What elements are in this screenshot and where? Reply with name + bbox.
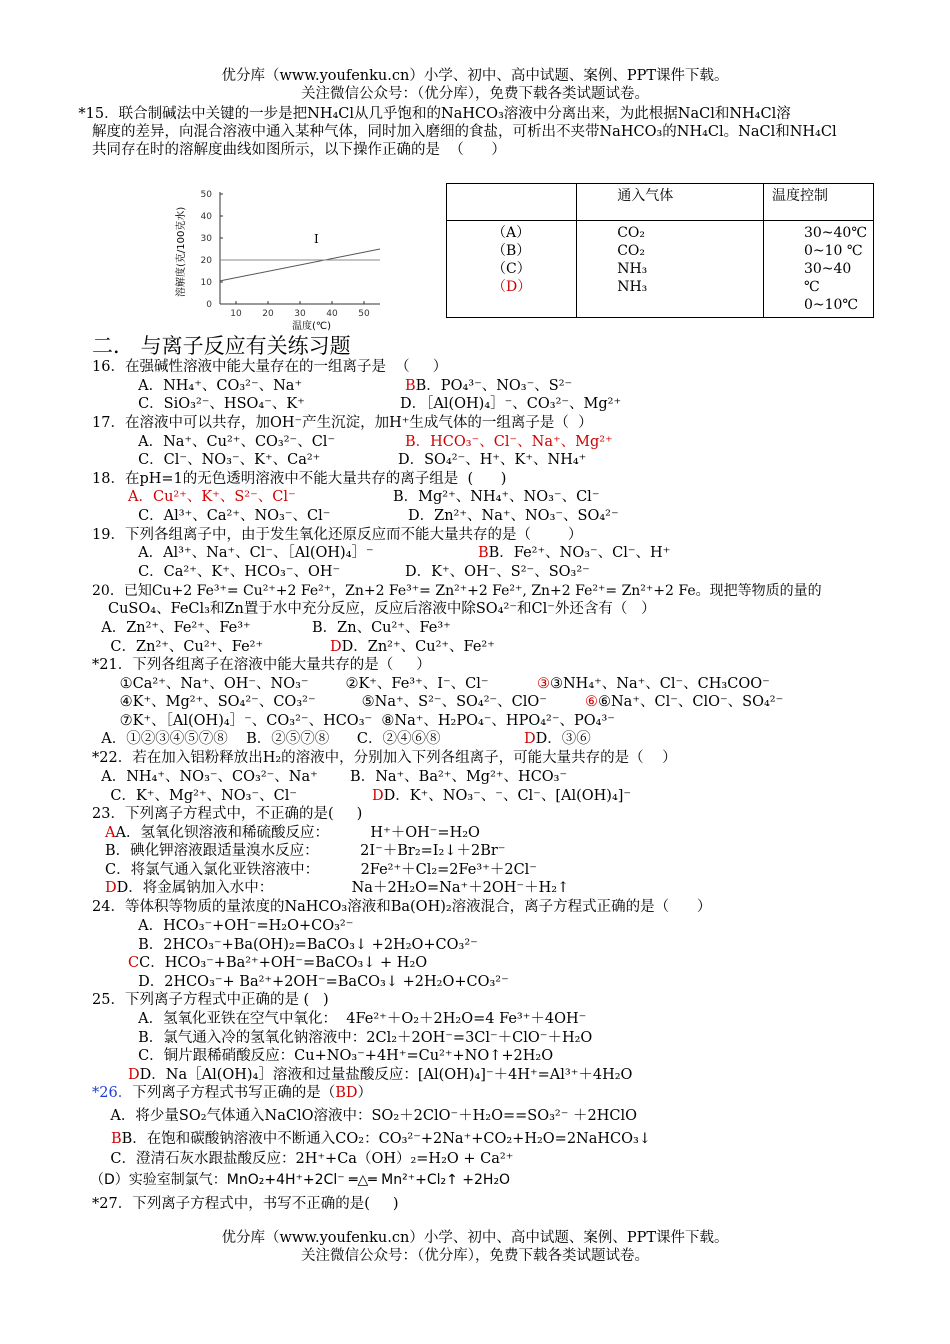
q16-option-b: BB．PO₄³⁻、NO₃⁻、S²⁻ xyxy=(405,378,573,394)
q20-stem-1: 20．已知Cu+2 Fe³⁺= Cu²⁺+2 Fe²⁺，Zn+2 Fe³⁺= Zn²⁺+2 Fe²⁺, Zn+2 Fe²⁺= Zn²⁺+2 Fe。现把等物质的量的 xyxy=(92,583,822,599)
q24-option-c: CC．HCO₃⁻+Ba²⁺+OH⁻=BaCO₃↓ + H₂O xyxy=(128,955,428,971)
question-15-line-3: 共同存在时的溶解度曲线如图所示，以下操作正确的是 （ ） xyxy=(92,142,506,158)
q20-option-a: A．Zn²⁺、Fe²⁺、Fe³⁺ xyxy=(92,620,251,636)
q21-option-d: DD．③⑥ xyxy=(524,731,591,747)
q21-group-6: ⑥⑥Na⁺、Cl⁻、ClO⁻、SO₄²⁻ xyxy=(585,694,784,710)
q20-option-c: C．Zn²⁺、Cu²⁺、Fe²⁺ xyxy=(92,639,264,655)
q22-option-c: C．K⁺、Mg²⁺、NO₃⁻、Cl⁻ xyxy=(92,788,298,804)
x-tick-label: 30 xyxy=(294,309,306,319)
q25-option-b: B．氯气通入冷的氢氧化钠溶液中：2Cl₂＋2OH⁻=3Cl⁻＋ClO⁻＋H₂O xyxy=(92,1030,593,1046)
q24-option-a: A．HCO₃⁻+OH⁻=H₂O+CO₃²⁻ xyxy=(92,918,354,934)
q26-option-c: C．澄清石灰水跟盐酸反应：2H⁺+Ca（OH）₂=H₂O + Ca²⁺ xyxy=(92,1151,514,1167)
table-header-gas: 通入气体 xyxy=(577,184,764,221)
q16-stem: 16．在强碱性溶液中能大量存在的一组离子是 （ ） xyxy=(92,359,448,375)
q26-option-a: A．将少量SO₂气体通入NaClO溶液中：SO₂＋2ClO⁻＋H₂O==SO₃²⁻ ＋2HClO xyxy=(92,1108,637,1124)
table-header-temp: 温度控制 xyxy=(763,184,873,221)
q21-stem: *21．下列各组离子在溶液中能大量共存的是（ ） xyxy=(92,657,431,673)
q18-option-c: C．Al³⁺、Ca²⁺、NO₃⁻、Cl⁻ xyxy=(92,508,331,524)
q19-option-a: A．Al³⁺、Na⁺、Cl⁻、［Al(OH)₄］⁻ xyxy=(92,545,374,561)
q22-stem: *22．若在加入铝粉释放出H₂的溶液中，分别加入下列各组离子，可能大量共存的是（ ） xyxy=(92,750,677,766)
chart-axes xyxy=(220,192,380,304)
q18-stem: 18．在pH=1的无色透明溶液中不能大量共存的离子组是 ( ) xyxy=(92,471,507,487)
header-line-1: 优分库（www.youfenku.cn）小学、初中、高中试题、案例、PPT课件下载。 xyxy=(221,68,729,84)
q25-option-a: A．氢氧化亚铁在空气中氧化： 4Fe²⁺＋O₂＋2H₂O=4 Fe³⁺＋4OH⁻ xyxy=(92,1011,587,1027)
y-tick-label: 10 xyxy=(200,278,212,288)
table-label-d: （D） xyxy=(492,279,532,295)
q18-option-b: B．Mg²⁺、NH₄⁺、NO₃⁻、Cl⁻ xyxy=(393,489,600,505)
q23-option-b: B．碘化钾溶液跟适量溴水反应： 2I⁻＋Br₂=I₂↓＋2Br⁻ xyxy=(105,843,506,859)
q23-option-a: AA．氢氧化钡溶液和稀硫酸反应： H⁺＋OH⁻=H₂O xyxy=(105,825,480,841)
q22-options-ab: A．NH₄⁺、NO₃⁻、CO₃²⁻、Na⁺ B．Na⁺、Ba²⁺、Mg²⁺、HCO₃⁻ xyxy=(92,769,568,785)
q18-option-a: A．Cu²⁺、K⁺、S²⁻、Cl⁻ xyxy=(128,489,296,505)
y-tick-label: 30 xyxy=(200,234,212,244)
table-header-empty xyxy=(447,184,577,221)
q17-option-c: C．Cl⁻、NO₃⁻、K⁺、Ca²⁺ xyxy=(92,452,321,468)
x-tick-label: 50 xyxy=(358,309,370,319)
q26-option-b: BB．在饱和碳酸钠溶液中不断通入CO₂：CO₃²⁻+2Na⁺+CO₂+H₂O=2NaHCO₃↓ xyxy=(111,1131,651,1147)
q20-stem-2: CuSO₄、FeCl₃和Zn置于水中充分反应，反应后溶液中除SO₄²⁻和Cl⁻外还含有（ ） xyxy=(108,601,656,617)
table-gas-c: NH₃ xyxy=(617,261,648,277)
x-axis-label: 温度(℃) xyxy=(292,321,332,332)
table-label-a: （A） xyxy=(492,225,531,241)
table-label-c: （C） xyxy=(492,261,531,277)
q21-group-1-2: ①Ca²⁺、Na⁺、OH⁻、NO₃⁻ ②K⁺、Fe³⁺、I⁻、Cl⁻ xyxy=(92,676,489,692)
solubility-chart xyxy=(165,182,390,332)
header-line-2: 关注微信公众号：（优分库），免费下载各类试题试卷。 xyxy=(301,86,649,102)
q19-option-c: C．Ca²⁺、K⁺、HCO₃⁻、OH⁻ xyxy=(92,564,341,580)
q25-option-d: DD．Na［Al(OH)₄］溶液和过量盐酸反应：[Al(OH)₄]⁻＋4H⁺=Al³⁺＋4H₂O xyxy=(128,1067,633,1083)
q19-stem: 19．下列各组离子中，由于发生氧化还原反应而不能大量共存的是（ ） xyxy=(92,527,583,543)
q17-option-b: B．HCO₃⁻、Cl⁻、Na⁺、Mg²⁺ xyxy=(405,434,613,450)
q25-stem: 25．下列离子方程式中正确的是 ( ) xyxy=(92,992,329,1008)
q19-option-b: BB．Fe²⁺、NO₃⁻、Cl⁻、H⁺ xyxy=(478,545,671,561)
q17-option-a: A．Na⁺、Cu²⁺、CO₃²⁻、Cl⁻ xyxy=(92,434,336,450)
q20-option-b: B．Zn、Cu²⁺、Fe³⁺ xyxy=(312,620,451,636)
q26-stem: *26．下列离子方程式书写正确的是（BD） xyxy=(92,1085,372,1101)
table-temp-d: 0~10℃ xyxy=(803,297,859,313)
q17-option-d: D．SO₄²⁻、H⁺、K⁺、NH₄⁺ xyxy=(398,452,587,468)
table-temp-c: 30~40 ℃ xyxy=(803,261,852,295)
y-tick-label: 40 xyxy=(200,212,212,222)
q19-option-d: D．K⁺、OH⁻、S²⁻、SO₃²⁻ xyxy=(405,564,590,580)
q24-stem: 24．等体积等物质的量浓度的NaHCO₃溶液和Ba(OH)₂溶液混合，离子方程式正确的是（ ） xyxy=(92,899,712,915)
q23-option-c: C．将氯气通入氯化亚铁溶液中： 2Fe²⁺＋Cl₂=2Fe³⁺＋2Cl⁻ xyxy=(105,862,537,878)
q16-option-a: A．NH₄⁺、CO₃²⁻、Na⁺ xyxy=(92,378,303,394)
q16-option-d: D．［Al(OH)₄］⁻、CO₃²⁻、Mg²⁺ xyxy=(400,396,622,412)
q27-stem: *27．下列离子方程式中，书写不正确的是( ) xyxy=(92,1196,399,1212)
question-15-line-1: *15．联合制碱法中关键的一步是把NH₄Cl从几乎饱和的NaHCO₃溶液中分离出来，为此根据NaCl和NH₄Cl溶 xyxy=(60,106,791,122)
section-title: 二． 与离子反应有关练习题 xyxy=(92,334,351,358)
q18-option-d: D．Zn²⁺、Na⁺、NO₃⁻、SO₄²⁻ xyxy=(408,508,619,524)
chart-ticks xyxy=(201,190,370,319)
table-label-b: （B） xyxy=(492,243,531,259)
question-15-line-2: 解度的差异，向混合溶液中通入某种气体，同时加入磨细的食盐，可析出不夹带NaHCO₃的NH₄Cl。NaCl和NH₄Cl xyxy=(92,124,837,140)
series-line-nh4cl xyxy=(220,249,380,281)
q26-option-d: （D）实验室制氯气：MnO₂+4H⁺+2Cl⁻ ═△═ Mn²⁺+Cl₂↑ +2H₂O xyxy=(90,1172,511,1188)
curve-annotation: I xyxy=(314,232,319,246)
q17-stem: 17．在溶液中可以共存，加OH⁻产生沉淀，加H⁺生成气体的一组离子是（ ） xyxy=(92,415,593,431)
q16-option-c: C．SiO₃²⁻、HSO₄⁻、K⁺ xyxy=(92,396,305,412)
footer-line-1: 优分库（www.youfenku.cn）小学、初中、高中试题、案例、PPT课件下载。 xyxy=(221,1230,729,1246)
q21-options-abc: A．①②③④⑤⑦⑧ B．②⑤⑦⑧ C．②④⑥⑧ xyxy=(92,731,441,747)
q21-group-7-8: ⑦K⁺、［Al(OH)₄］⁻、CO₃²⁻、HCO₃⁻ ⑧Na⁺、H₂PO₄⁻、HPO₄²⁻、PO₄³⁻ xyxy=(92,713,615,729)
options-table xyxy=(446,183,874,318)
table-temp-a: 30~40℃ xyxy=(803,225,867,241)
q21-group-4-5: ④K⁺、Mg²⁺、SO₄²⁻、CO₃²⁻ ⑤Na⁺、S²⁻、SO₄²⁻、ClO⁻ xyxy=(92,694,547,710)
table-temp-b: 0~10 ℃ xyxy=(803,243,863,259)
q22-option-d: DD．K⁺、NO₃⁻、⁻、Cl⁻、[Al(OH)₄]⁻ xyxy=(372,788,632,804)
q23-stem: 23．下列离子方程式中，不正确的是( ) xyxy=(92,806,363,822)
x-tick-label: 40 xyxy=(326,309,338,319)
footer-line-2: 关注微信公众号：（优分库），免费下载各类试题试卷。 xyxy=(301,1248,649,1264)
x-tick-label: 10 xyxy=(230,309,242,319)
y-tick-label: 20 xyxy=(200,256,212,266)
x-tick-label: 20 xyxy=(262,309,274,319)
q24-option-b: B．2HCO₃⁻+Ba(OH)₂=BaCO₃↓ +2H₂O+CO₃²⁻ xyxy=(92,937,478,953)
q25-option-c: C．铜片跟稀硝酸反应：Cu+NO₃⁻+4H⁺=Cu²⁺+NO↑+2H₂O xyxy=(92,1048,554,1064)
q20-option-d: DD．Zn²⁺、Cu²⁺、Fe²⁺ xyxy=(330,639,495,655)
table-gas-d: NH₃ xyxy=(617,279,648,295)
chart-series xyxy=(220,249,380,281)
q24-option-d: D．2HCO₃⁻+ Ba²⁺+2OH⁻=BaCO₃↓ +2H₂O+CO₃²⁻ xyxy=(92,974,509,990)
y-tick-label: 50 xyxy=(200,190,212,200)
y-tick-label: 0 xyxy=(206,300,212,310)
y-axis-label: 溶解度(克/100克水) xyxy=(176,206,187,297)
table-gas-b: CO₂ xyxy=(617,243,646,259)
table-gas-a: CO₂ xyxy=(617,225,646,241)
q23-option-d: DD．将金属钠加入水中： Na＋2H₂O=Na⁺＋2OH⁻＋H₂↑ xyxy=(105,880,570,896)
q21-group-3: ③③NH₄⁺、Na⁺、Cl⁻、CH₃COO⁻ xyxy=(537,676,770,692)
